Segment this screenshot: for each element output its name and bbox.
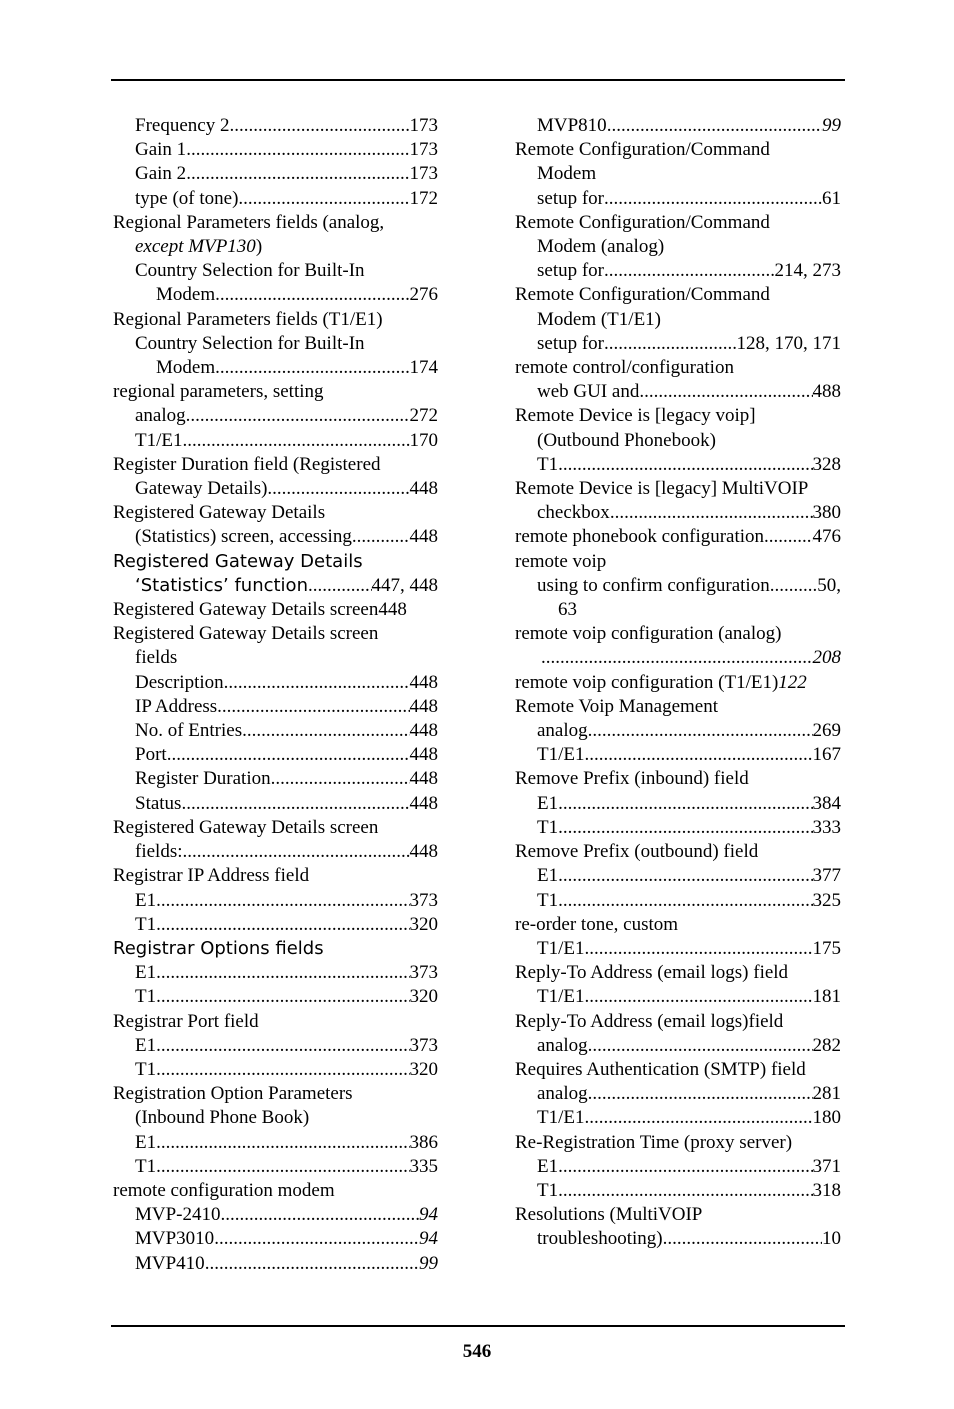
index-entry: analog ..... 281 <box>515 1082 841 1106</box>
index-entry: ..... 208 <box>515 646 841 670</box>
index-entry: T1/E1 ..... 181 <box>515 985 841 1009</box>
index-heading: Resolutions (MultiVOIP <box>515 1204 703 1226</box>
index-entry: T1 ..... 320 <box>113 913 438 937</box>
index-entry: E1 ..... 373 <box>113 1034 438 1058</box>
index-heading: Regional Parameters fields (analog, <box>113 211 385 233</box>
index-heading: Registered Gateway Details <box>113 502 326 524</box>
index-entry: Status ..... 448 <box>113 792 438 816</box>
index-entry: Description ..... 448 <box>113 671 438 695</box>
index-entry: MVP-2410 ..... 94 <box>113 1203 438 1227</box>
footer-rule <box>111 1325 845 1327</box>
header-rule <box>111 79 845 81</box>
index-heading-cont: except MVP130) <box>135 236 263 258</box>
index-entry: Modem ..... 276 <box>113 283 438 307</box>
index-heading: Registered Gateway Details <box>113 550 363 572</box>
index-entry: type (of tone) ..... 172 <box>113 187 438 211</box>
index-entry: MVP810 ..... 99 <box>515 114 841 138</box>
index-entry: E1 ..... 386 <box>113 1131 438 1155</box>
index-entry: setup for ..... 61 <box>515 187 841 211</box>
index-column-right <box>515 114 841 1252</box>
index-heading: Regional Parameters fields (T1/E1) <box>113 308 383 330</box>
index-entry: Port ..... 448 <box>113 743 438 767</box>
index-heading: Register Duration field (Registered <box>113 453 381 475</box>
index-entry: T1/E1 ..... 170 <box>113 429 438 453</box>
index-entry: MVP3010 ..... 94 <box>113 1227 438 1251</box>
index-heading: Registered Gateway Details screen <box>113 623 379 645</box>
index-heading-cont: fields <box>135 647 178 669</box>
index-heading: Registrar IP Address field <box>113 865 310 887</box>
index-entry: T1 ..... 333 <box>515 816 841 840</box>
index-heading: Registered Gateway Details screen <box>113 816 379 838</box>
index-entry: remote phonebook configuration ..... 476 <box>515 525 841 549</box>
index-heading-cont: Modem (analog) <box>537 236 665 258</box>
index-heading: Re-Registration Time (proxy server) <box>515 1131 793 1153</box>
index-entry: analog ..... 282 <box>515 1034 841 1058</box>
index-heading: Remove Prefix (inbound) field <box>515 768 749 790</box>
index-heading: Reply-To Address (email logs) field <box>515 962 789 984</box>
index-entry: E1 ..... 377 <box>515 864 841 888</box>
index-heading: remote voip configuration (analog) <box>515 623 782 645</box>
index-entry: fields: ..... 448 <box>113 840 438 864</box>
index-entry: E1 ..... 371 <box>515 1155 841 1179</box>
index-entry-cont: 63 <box>558 599 577 621</box>
index-heading-cont: (Outbound Phonebook) <box>537 429 716 451</box>
index-heading: Registrar Options fields <box>113 937 324 959</box>
index-entry: T1 ..... 325 <box>515 889 841 913</box>
index-heading: Remote Configuration/Command <box>515 139 770 161</box>
index-entry: Registered Gateway Details screen 448 <box>113 599 407 621</box>
index-heading: Reply-To Address (email logs)field <box>515 1010 784 1032</box>
index-heading: Remote Voip Management <box>515 695 718 717</box>
index-entry: T1/E1 ..... 167 <box>515 743 841 767</box>
index-entry: No. of Entries ..... 448 <box>113 719 438 743</box>
index-entry: Gain 1 ..... 173 <box>113 138 438 162</box>
index-entry: T1 ..... 320 <box>113 1058 438 1082</box>
index-entry: setup for ..... 214, 273 <box>515 259 841 283</box>
index-entry: Modem ..... 174 <box>113 356 438 380</box>
index-entry: remote voip configuration (T1/E1) 122 <box>515 671 807 693</box>
index-subheading: Country Selection for Built-In <box>135 260 365 282</box>
index-entry: Gain 2 ..... 173 <box>113 162 438 186</box>
index-entry: E1 ..... 373 <box>113 889 438 913</box>
index-entry: checkbox ..... 380 <box>515 501 841 525</box>
index-heading: Remove Prefix (outbound) field <box>515 841 759 863</box>
page-number: 546 <box>462 1341 492 1362</box>
index-entry: setup for ..... 128, 170, 171 <box>515 332 841 356</box>
index-entry: T1/E1 ..... 180 <box>515 1106 841 1130</box>
index-entry: troubleshooting) ..... 10 <box>515 1227 841 1251</box>
index-heading: remote configuration modem <box>113 1179 335 1201</box>
index-heading-cont: Modem <box>537 163 597 185</box>
index-entry: analog ..... 269 <box>515 719 841 743</box>
index-entry: ‘Statistics’ function ..... 447, 448 <box>113 574 438 598</box>
index-entry: web GUI and ..... 488 <box>515 380 841 404</box>
index-entry: Register Duration ..... 448 <box>113 767 438 791</box>
index-heading-cont: Modem (T1/E1) <box>537 308 662 330</box>
index-subheading: Country Selection for Built-In <box>135 332 365 354</box>
index-heading: Registration Option Parameters <box>113 1083 353 1105</box>
index-heading: regional parameters, setting <box>113 381 324 403</box>
index-heading: remote voip <box>515 550 607 572</box>
index-entry: T1 ..... 320 <box>113 985 438 1009</box>
index-heading: Remote Configuration/Command <box>515 211 770 233</box>
index-entry: IP Address ..... 448 <box>113 695 438 719</box>
index-column-left <box>113 114 438 1276</box>
index-entry: T1 ..... 318 <box>515 1179 841 1203</box>
index-entry: Frequency 2 ..... 173 <box>113 114 438 138</box>
index-heading-cont: (Inbound Phone Book) <box>135 1107 310 1129</box>
index-heading: Requires Authentication (SMTP) field <box>515 1058 806 1080</box>
index-heading: Remote Device is [legacy] MultiVOIP <box>515 478 809 500</box>
index-heading: Remote Configuration/Command <box>515 284 770 306</box>
index-heading: remote control/configuration <box>515 357 734 379</box>
index-entry: analog ..... 272 <box>113 404 438 428</box>
index-entry: (Statistics) screen, accessing ..... 448 <box>113 525 438 549</box>
index-entry: T1 ..... 328 <box>515 453 841 477</box>
index-entry: T1/E1 ..... 175 <box>515 937 841 961</box>
index-entry: T1 ..... 335 <box>113 1155 438 1179</box>
index-entry: using to confirm configuration ..... 50, <box>515 574 841 598</box>
index-entry: MVP410 ..... 99 <box>113 1252 438 1276</box>
index-entry: E1 ..... 384 <box>515 792 841 816</box>
index-heading: re-order tone, custom <box>515 913 679 935</box>
index-heading: Registrar Port field <box>113 1010 259 1032</box>
index-entry: E1 ..... 373 <box>113 961 438 985</box>
index-heading: Remote Device is [legacy voip] <box>515 405 756 427</box>
index-entry: Gateway Details) ..... 448 <box>113 477 438 501</box>
